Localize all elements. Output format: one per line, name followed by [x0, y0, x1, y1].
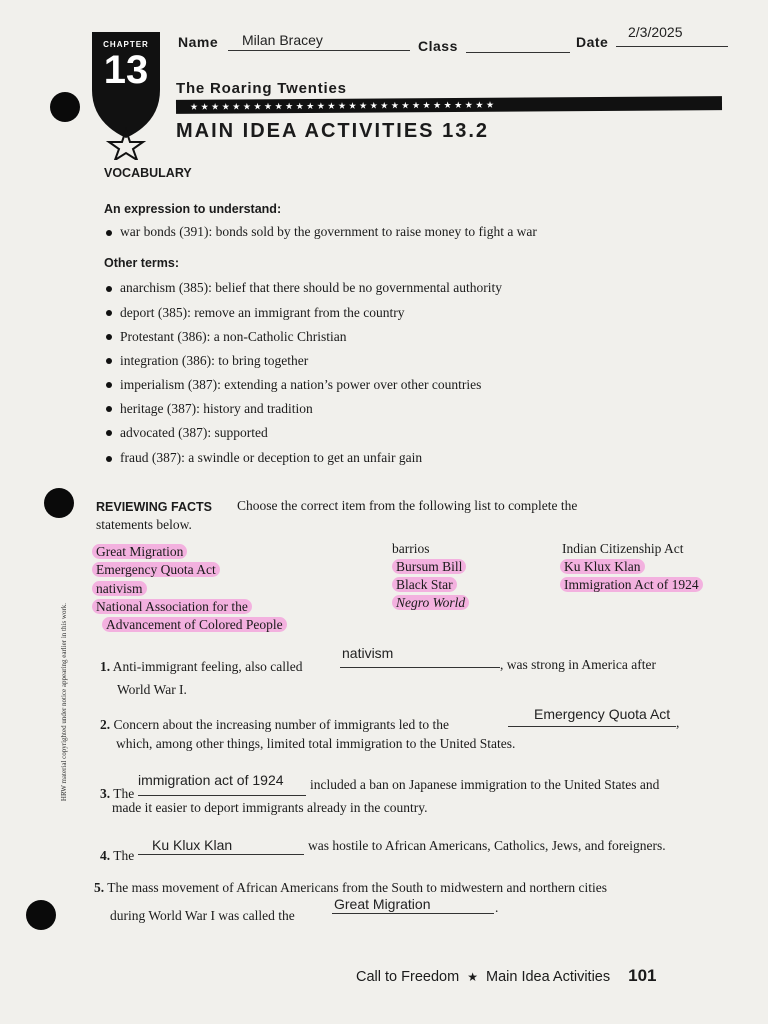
answer-1: nativism [342, 645, 394, 661]
chapter-badge [90, 30, 162, 160]
question-continuation: made it easier to deport immigrants already in the country. [112, 800, 428, 815]
date-field[interactable] [616, 46, 728, 47]
answer-3: immigration act of 1924 [138, 772, 284, 788]
bullet [106, 286, 112, 292]
bullet [106, 456, 112, 462]
answer-2: Emergency Quota Act [534, 706, 671, 722]
footer-section: Main Idea Activities [485, 969, 611, 985]
word-list-item: Ku Klux Klan [560, 559, 645, 574]
bullet [106, 334, 112, 340]
term-item: fraud (387): a swindle or deception to get an unfair gain [120, 450, 423, 465]
question-text-after: , [676, 715, 680, 730]
class-field[interactable] [466, 52, 570, 53]
question-number: 2. [100, 717, 111, 732]
footer [356, 966, 657, 986]
word-list-item: Great Migration [92, 544, 187, 559]
word-list-item: barrios [392, 541, 430, 556]
bullet [106, 230, 112, 236]
answer-blank-1[interactable] [340, 667, 500, 668]
reviewing-heading: REVIEWING FACTS [96, 500, 212, 514]
word-list-item: National Association for the [92, 599, 252, 614]
chapter-title: The Roaring Twenties [176, 80, 347, 97]
answer-blank-3[interactable] [138, 795, 306, 796]
question-number: 3. [100, 786, 111, 801]
question-text: Concern about the increasing number of immigrants led to the [113, 717, 450, 732]
name-label: Name [178, 34, 219, 50]
question-continuation: during World War I was called the [110, 908, 295, 923]
question-text: The [113, 786, 135, 801]
term-item: anarchism (385): belief that there should be no governmental authority [120, 280, 503, 295]
date-label: Date [576, 34, 609, 50]
bullet [106, 358, 112, 364]
term-item: imperialism (387): extending a nation’s power over other countries [120, 377, 482, 392]
answer-5: Great Migration [334, 896, 431, 912]
question-number: 1. [100, 659, 111, 674]
answer-4: Ku Klux Klan [152, 837, 233, 853]
binder-hole-bottom [26, 900, 56, 930]
word-list-item: Black Star [392, 577, 457, 592]
star-banner-stars: ★ ★ ★ ★ ★ ★ ★ ★ ★ ★ ★ ★ ★ ★ ★ ★ ★ ★ ★ ★ ★ ★ ★ ★ ★ ★ ★ ★ ★ [189, 99, 495, 112]
answer-blank-4[interactable] [138, 854, 304, 855]
star-banner [176, 96, 722, 114]
question-4 [100, 848, 134, 864]
question-number: 4. [100, 848, 111, 863]
question-text-after: , was strong in America after [500, 657, 656, 672]
chapter-number: 13 [103, 48, 149, 92]
term-item: integration (386): to bring together [120, 353, 309, 368]
word-list-item: nativism [92, 581, 147, 596]
binder-hole-top [50, 92, 80, 122]
answer-blank-5[interactable] [332, 913, 494, 914]
vocabulary-heading: VOCABULARY [104, 166, 192, 180]
question-number: 5. [94, 880, 105, 895]
question-2 [100, 717, 449, 733]
name-value: Milan Bracey [242, 32, 323, 48]
question-text-after: was hostile to African Americans, Catholics, Jews, and foreigners. [308, 838, 666, 853]
expression-item: war bonds (391): bonds sold by the government to raise money to fight a war [120, 224, 537, 239]
other-terms-heading: Other terms: [104, 256, 180, 270]
name-field[interactable] [228, 50, 410, 51]
answer-blank-2[interactable] [508, 726, 676, 727]
bullet [106, 406, 112, 412]
question-text: Anti-immigrant feeling, also called [112, 659, 303, 674]
term-item: Protestant (386): a non-Catholic Christian [120, 329, 347, 344]
instructions: Choose the correct item from the following list to complete the [237, 498, 578, 513]
word-list-item: Indian Citizenship Act [562, 541, 684, 556]
term-item: heritage (387): history and tradition [120, 401, 313, 416]
question-continuation: World War I. [117, 682, 187, 697]
footer-book: Call to Freedom [356, 969, 460, 985]
question-1 [100, 659, 302, 675]
footer-star-icon: ★ [467, 970, 478, 984]
chapter-label: CHAPTER [103, 40, 149, 49]
word-list-item: Negro World [392, 595, 469, 610]
word-list-item: Advancement of Colored People [102, 617, 287, 632]
instructions-continued: statements below. [96, 517, 192, 532]
expression-heading: An expression to understand: [104, 202, 282, 216]
question-continuation: which, among other things, limited total immigration to the United States. [116, 736, 516, 751]
term-item: advocated (387): supported [120, 425, 268, 440]
question-text-after: . [495, 900, 499, 915]
binder-hole-middle [44, 488, 74, 518]
page-number: 101 [628, 966, 657, 985]
word-list-item: Immigration Act of 1924 [560, 577, 703, 592]
margin-copyright-note: HRW material copyrighted under notice appearing earlier in this work. [60, 602, 68, 802]
bullet [106, 382, 112, 388]
bullet [106, 310, 112, 316]
question-text: The mass movement of African Americans from the South to midwestern and northern cities [107, 880, 608, 895]
activity-title: MAIN IDEA ACTIVITIES 13.2 [176, 120, 490, 142]
question-text-after: included a ban on Japanese immigration to the United States and [310, 777, 660, 792]
question-text: The [113, 848, 135, 863]
question-5 [94, 880, 607, 896]
word-list-item: Emergency Quota Act [92, 562, 220, 577]
word-list-item: Bursum Bill [392, 559, 466, 574]
class-label: Class [418, 38, 458, 54]
bullet [106, 430, 112, 436]
date-value: 2/3/2025 [628, 24, 683, 40]
term-item: deport (385): remove an immigrant from the country [120, 305, 405, 320]
